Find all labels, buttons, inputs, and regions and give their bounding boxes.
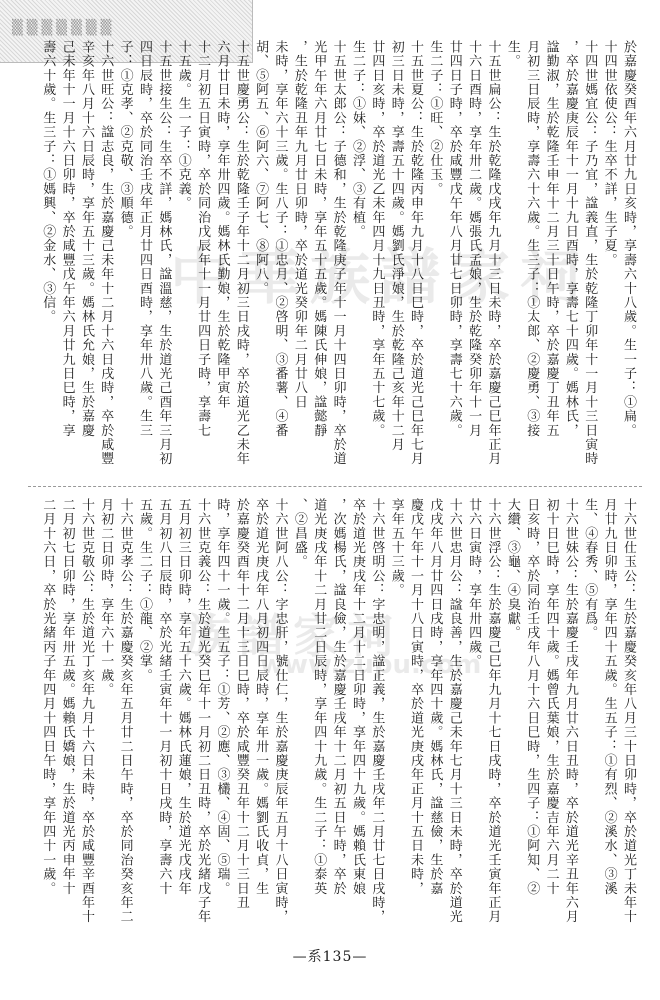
text-column: 生、④春秀、⑤有爲。 <box>582 498 598 640</box>
text-column: 初三日未時，享壽五十四歲。媽劉氏淨娘，生於乾隆己亥年十二月 <box>388 40 404 452</box>
text-column: ，卒於嘉慶庚辰年十一月十九日酉時，享壽七十四歲。媽林氏， <box>562 40 578 438</box>
text-column: 月初三日辰時，享壽六十六歲。生三子：①太郎、②慶勇、③接 <box>524 40 540 438</box>
text-column: 十六世浮公：生於嘉慶己巳年九月十七日戌時，卒於道光壬寅年正月 <box>485 498 501 924</box>
text-column: 二月初七日卯時，享年卅五歲。媽賴氏嬌娘，生於道光丙申年十 <box>59 498 75 896</box>
text-column: 十六世啓明公：字忠明，諡正義，生於嘉慶壬戌年二月廿七日戌時， <box>369 498 385 924</box>
text-column: 十六世仕玉公：生於嘉慶癸亥年八月三十日卯時，卒於道光丁未年十 <box>621 498 636 924</box>
text-column: 未時，享年六十三歲。生八子：①忠月、②啓明、③番薯、④番 <box>272 40 288 438</box>
text-column: 十六世旺公：諡志良，生於嘉慶己未年十二月十六日戌時，卒於咸豐 <box>98 40 114 466</box>
text-column: 卒於道光庚戌年八月初四日辰時，享年卅一歲。媽劉氏收貞，生 <box>253 498 269 896</box>
text-column: 胡、⑤阿五、⑥阿六、⑦阿七、⑧阿八。 <box>253 40 269 296</box>
text-column: 卒於道光庚戌年十二月十二日卯時，享年四十九歲。媽賴氏東娘 <box>349 498 365 896</box>
text-column: 十五歲。生一子：①克義。 <box>175 40 191 211</box>
text-column: 四日辰時，卒於同治壬戌年正月廿四日酉時，享年卅八歲。生三 <box>137 40 153 438</box>
text-column: 月廿九日卯時，享年四十五歲。生五子：①有烈、②溪水、③溪 <box>601 498 617 896</box>
text-column: 戊戌年八月廿四日戌時，享年四十歲。媽林氏，諡慈儉，生於嘉 <box>427 498 443 896</box>
text-column: 於嘉慶癸酉年十二月十三日巳時，卒於咸豐癸丑年十二月十三日丑 <box>233 498 249 910</box>
text-column: 於嘉慶癸酉年六月廿九日亥時，享壽六十八歲。生一子：①扁。 <box>621 40 636 438</box>
text-column: 十六世阿八公：字忠肝，號仕仁，生於嘉慶庚辰年五月十八日寅時， <box>272 498 288 924</box>
text-column: 享年五十三歲。 <box>388 498 404 598</box>
text-column: 五歲。生二子：①龍、②掌。 <box>137 498 153 683</box>
text-column: 十六世克義公：生於道光癸巳年十一月初二日丑時，卒於光緒戊子年 <box>195 498 211 924</box>
watermark-main: 中華族譜家祠 <box>170 243 590 313</box>
text-column: 五月初八日辰時，卒於光緒壬寅年十一月初十日戌時，享壽六十 <box>156 498 172 896</box>
text-column: 諡勤淑，生於乾隆壬申年十二月三十日午時，卒於嘉慶丁丑年五 <box>543 40 559 438</box>
page-number: —系135— <box>292 949 368 965</box>
stamp-pattern: ▒▒▒▒▒▒▒ <box>12 20 116 36</box>
text-column: 廿六日寅時，享年卅四歲。 <box>466 498 482 669</box>
text-column: 月初二日卯時，享年六十一歲。 <box>98 498 114 697</box>
text-column: 十六世克敬公：生於道光丁亥年九月十六日未時，卒於咸豐辛酉年十 <box>78 498 94 924</box>
text-column: 辛亥年八月十六日辰時，享年五十三歲。媽林氏允娘，生於嘉慶 <box>78 40 94 438</box>
text-column: 十五世扁公：生於乾隆戊戌年九月十三日未時，卒於嘉慶己巳年正月 <box>485 40 501 466</box>
text-column: 日亥時，卒於同治壬戌年八月十六日巳時，生四子：①阿知、② <box>524 498 540 896</box>
text-column: 生二子：①妹、②浮、③有植。 <box>349 40 365 239</box>
text-column: 子：①克孝、②克敬、③順德。 <box>117 40 133 239</box>
text-column: 五月初三日卯時，享年五十六歲。媽林氏蓮娘，生於道光戊戌年 <box>175 498 191 896</box>
text-column: 六月廿日未時，享年卅四歲。媽林氏勤娘，生於乾隆甲寅年 <box>214 40 230 410</box>
text-column: ，生於乾隆丑年九月廿日卯時，卒於道光癸卯年二月廿八日 <box>291 40 307 410</box>
text-column: 壽六十歲。生三子：①媽興、②金水、③信。 <box>40 40 56 324</box>
genealogy-text-bottom <box>38 498 638 930</box>
text-column: ，次媽楊氏，諡良儉，生於嘉慶壬戌年十二月初五日午時，卒於 <box>330 498 346 896</box>
text-column: 己未年十一月十六日卯時，卒於咸豐戊午年六月廿九日巳時，享 <box>59 40 75 438</box>
text-column: 十五世夏公：生於乾隆丙申年九月十八日巳時，卒於道光己巳年七月 <box>408 40 424 466</box>
text-column: 道光庚戌年十二月廿二日辰時，享年四十九歲。生二子：①泰英 <box>311 498 327 896</box>
text-column: 大纘、③龜、④臭獻。 <box>504 498 520 640</box>
text-column: 光甲午年六月廿七日未時，享年五十五歲。媽陳氏伸娘，諡懿靜 <box>311 40 327 438</box>
text-column: 十四世媽宜公：子乃宜，諡義直，生於乾隆丁卯年十一月十三日寅時 <box>582 40 598 466</box>
text-column: 十六世忠月公：諡良善，生於嘉慶己未年七月十三日未時，卒於道光 <box>446 498 462 924</box>
text-column: 十六世妹公：生於嘉慶壬戌年九月廿六日丑時，卒於道光辛丑年六月 <box>562 498 578 924</box>
genealogy-text-top <box>38 40 638 472</box>
text-column: 、②昌盛。 <box>291 498 307 569</box>
text-column: 十六世克孝公：生於嘉慶癸亥年五月廿二日午時，卒於同治癸亥年二 <box>117 498 133 924</box>
text-column: 十四世依使公：生卒不詳，生子夏。 <box>601 40 617 268</box>
text-column: 十五世太郎公：子德和，生於乾隆庚子年十一月十四日卯時，卒於道 <box>330 40 346 466</box>
text-column: 十五世慶勇公：生於乾隆壬子年十二月初三日戌時，卒於道光乙未年 <box>233 40 249 466</box>
text-column: 廿四日子時，卒於咸豐戊午年八月廿七日卯時，享壽七十六歲。 <box>446 40 462 438</box>
text-column: 二月十六日，卒於光緒丙子年四月十四日午時，享年四十一歲。 <box>40 498 56 896</box>
text-column: 十六日酉時，享年卅二歲。媽張氏孟娘，生於乾隆癸卯年十一月 <box>466 40 482 438</box>
text-column: 生。 <box>504 40 520 69</box>
text-column: 廿四日亥時，卒於道光乙未年四月十九日丑時，享年五十七歲。 <box>369 40 385 438</box>
watermark-url: www.zupu.com <box>260 650 482 680</box>
text-column: 十二月初五日寅時，卒於同治戊辰年十一月廿四日子時，享壽七 <box>195 40 211 438</box>
text-column: 生二子：①旺、②仕玉。 <box>427 40 443 197</box>
section-divider <box>28 486 642 487</box>
text-column: 初十日巳時，享年四十歲。媽曾氏葉娘，生於嘉慶吉年六月二十 <box>543 498 559 896</box>
watermark-sub: 族譜家祠 <box>185 609 401 663</box>
text-column: 十五世接生公：生卒不詳，媽林氏，諡溫慈，生於道光己酉年三月初 <box>156 40 172 466</box>
text-column: 慶戊午年十一月十八日寅時，卒於道光庚戌年正月十五日未時， <box>408 498 424 896</box>
text-column: 時，享年四十一歲。生五子：①芳、②應、③欉、④固、⑤瑞。 <box>214 498 230 896</box>
